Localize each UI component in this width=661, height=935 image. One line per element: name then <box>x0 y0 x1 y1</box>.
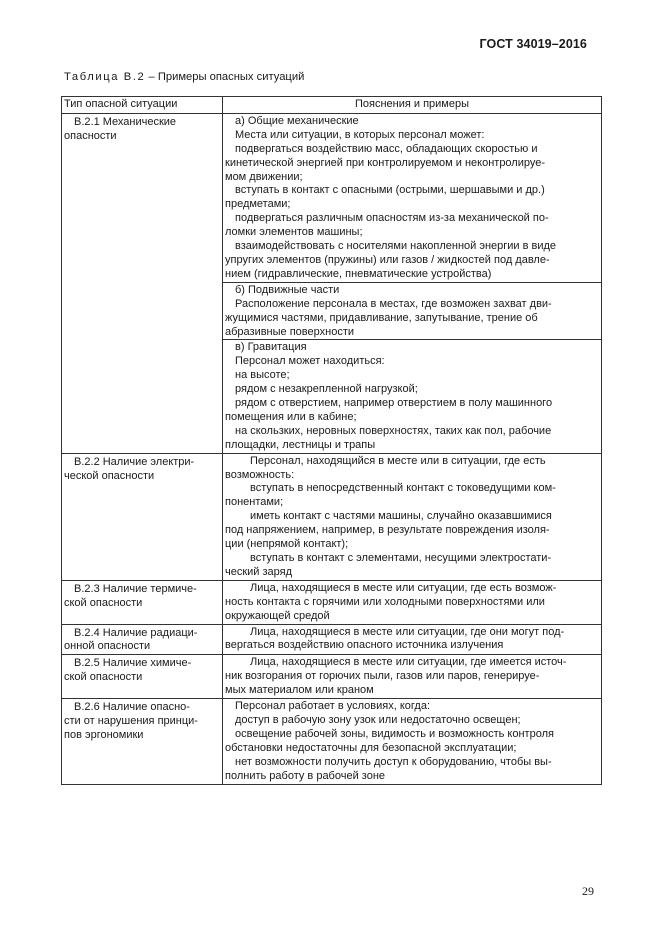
hazard-type-line: В.2.5 Наличие химиче- <box>74 657 192 670</box>
hazard-type-line: сти от нарушения принци- <box>64 714 198 727</box>
explanation-cell <box>223 624 602 655</box>
table-row <box>62 655 602 699</box>
explanation-line: мом движении; <box>225 170 303 183</box>
explanation-line: б) Подвижные части <box>235 283 340 296</box>
explanation-line: Расположение персонала в местах, где возможен захват дви- <box>235 297 552 310</box>
table-row <box>62 699 602 784</box>
hazard-type-line: В.2.4 Наличие радиаци- <box>74 626 198 639</box>
table-row <box>62 113 602 282</box>
hazard-type-cell <box>62 453 223 580</box>
hazard-type-line: ской опасности <box>64 671 143 684</box>
explanation-cell <box>223 340 602 453</box>
explanation-line: доступ в рабочую зону узок или недостаточно освещен; <box>235 713 521 726</box>
explanation-cell <box>223 655 602 699</box>
table-row <box>62 580 602 624</box>
column-header-explanations: Пояснения и примеры <box>223 97 602 114</box>
explanation-line: кинетической энергией при контролируемом и неконтролируе- <box>225 156 546 169</box>
explanation-line: в) Гравитация <box>235 341 307 354</box>
hazard-type-line: опасности <box>64 129 117 142</box>
explanation-line: вступать в контакт с опасными (острыми, шершавыми и др.) <box>235 184 545 197</box>
standard-number: ГОСТ 34019–2016 <box>479 37 587 51</box>
table-header-row <box>62 97 602 114</box>
explanation-line: ник возгорания от горючих пыли, газов или паров, генерируе- <box>225 670 540 683</box>
hazard-type-line: пов эргономики <box>64 728 144 741</box>
explanation-line: вступать в контакт с элементами, несущими электростати- <box>250 552 552 564</box>
hazard-type-line: В.2.6 Наличие опасно- <box>74 701 190 714</box>
hazard-type-line: онной опасности <box>64 640 151 653</box>
explanation-line: на высоте; <box>235 369 290 382</box>
explanation-line: абразивные поверхности <box>225 325 354 338</box>
explanation-cell <box>223 453 602 580</box>
hazard-type-line: ской опасности <box>64 596 143 609</box>
table-caption-text: – Примеры опасных ситуаций <box>145 71 305 83</box>
explanation-line: обстановки недостаточны для безопасной эксплуатации; <box>225 741 517 754</box>
explanation-line: подвергаться воздействию масс, обладающих скоростью и <box>235 142 538 155</box>
explanation-line: рядом с отверстием, например отверстием в полу машинного <box>235 397 553 410</box>
explanation-line: вступать в непосредственный контакт с токоведущими ком- <box>250 482 556 495</box>
explanation-line: нет возможности получить доступ к оборудованию, чтобы вы- <box>235 755 552 768</box>
hazard-type-cell <box>62 624 223 655</box>
table-caption <box>64 71 304 83</box>
explanation-line: упругих элементов (пружины) или газов / жидкостей под давле- <box>225 253 550 266</box>
explanation-line: рядом с незакрепленной нагрузкой; <box>235 383 418 396</box>
explanation-cell <box>223 282 602 340</box>
hazard-type-line: В.2.2 Наличие электри- <box>74 455 195 468</box>
hazard-table <box>61 96 602 785</box>
explanation-line: понентами; <box>225 496 284 509</box>
explanation-line: Персонал работает в условиях, когда: <box>235 700 430 713</box>
table-row <box>62 624 602 655</box>
explanation-cell <box>223 699 602 784</box>
explanation-line: подвергаться различным опасностям из-за механической по- <box>235 212 549 225</box>
explanation-line: освещение рабочей зоны, видимость и возможность контроля <box>235 727 554 740</box>
explanation-line: взаимодействовать с носителями накопленной энергии в виде <box>235 240 557 253</box>
explanation-line: Персонал, находящийся в месте или в ситуации, где есть <box>250 454 546 467</box>
explanation-line: жущимися частями, придавливание, запутывание, трение об <box>225 311 538 324</box>
explanation-line: ломки элементов машины; <box>225 226 363 239</box>
explanation-line: полнить работу в рабочей зоне <box>225 769 386 782</box>
explanation-line: Персонал может находиться: <box>235 355 385 368</box>
hazard-type-line: В.2.1 Механические <box>74 115 177 128</box>
hazard-type-cell <box>62 655 223 699</box>
table-row <box>62 453 602 580</box>
explanation-line: помещения или в кабине; <box>225 410 357 423</box>
explanation-line: Лица, находящиеся в месте или ситуации, где они могут под- <box>250 625 565 638</box>
explanation-line: а) Общие механические <box>235 114 359 127</box>
explanation-line: Лица, находящиеся в месте или ситуации, где имеется источ- <box>250 656 567 669</box>
explanation-line: предметами; <box>225 198 291 211</box>
explanation-cell <box>223 580 602 624</box>
explanation-line: площадки, лестницы и трапы <box>225 438 376 451</box>
explanation-line: Места или ситуации, в которых персонал может: <box>235 128 485 141</box>
explanation-line: окружающей средой <box>225 609 330 622</box>
page-number: 29 <box>582 884 594 898</box>
explanation-line: вергаться воздействию опасного источника излучения <box>225 639 504 652</box>
table-caption-prefix: Таблица В.2 <box>64 71 146 83</box>
explanation-line: нием (гидравлические, пневматические устройства) <box>225 267 492 280</box>
explanation-line: ность контакта с горячими или холодными поверхностями или <box>225 595 545 608</box>
explanation-line: на скользких, неровных поверхностях, таких как пол, рабочие <box>235 424 552 437</box>
hazard-type-cell <box>62 580 223 624</box>
hazard-type-line: ческой опасности <box>64 469 155 482</box>
explanation-line: ческий заряд <box>225 565 293 578</box>
explanation-line: ции (непрямой контакт); <box>225 538 349 551</box>
hazard-type-line: В.2.3 Наличие термиче- <box>74 582 197 595</box>
hazard-type-cell <box>62 113 223 453</box>
hazard-type-cell <box>62 699 223 784</box>
explanation-line: под напряжением, например, в результате повреждения изоля- <box>225 524 550 537</box>
explanation-line: возможность: <box>225 468 295 481</box>
explanation-line: Лица, находящиеся в месте или ситуации, где есть возмож- <box>250 581 557 594</box>
column-header-type: Тип опасной ситуации <box>62 97 223 114</box>
explanation-cell <box>223 113 602 282</box>
explanation-line: иметь контакт с частями машины, случайно оказавшимися <box>250 510 552 523</box>
explanation-line: мых материалом или краном <box>225 684 374 697</box>
